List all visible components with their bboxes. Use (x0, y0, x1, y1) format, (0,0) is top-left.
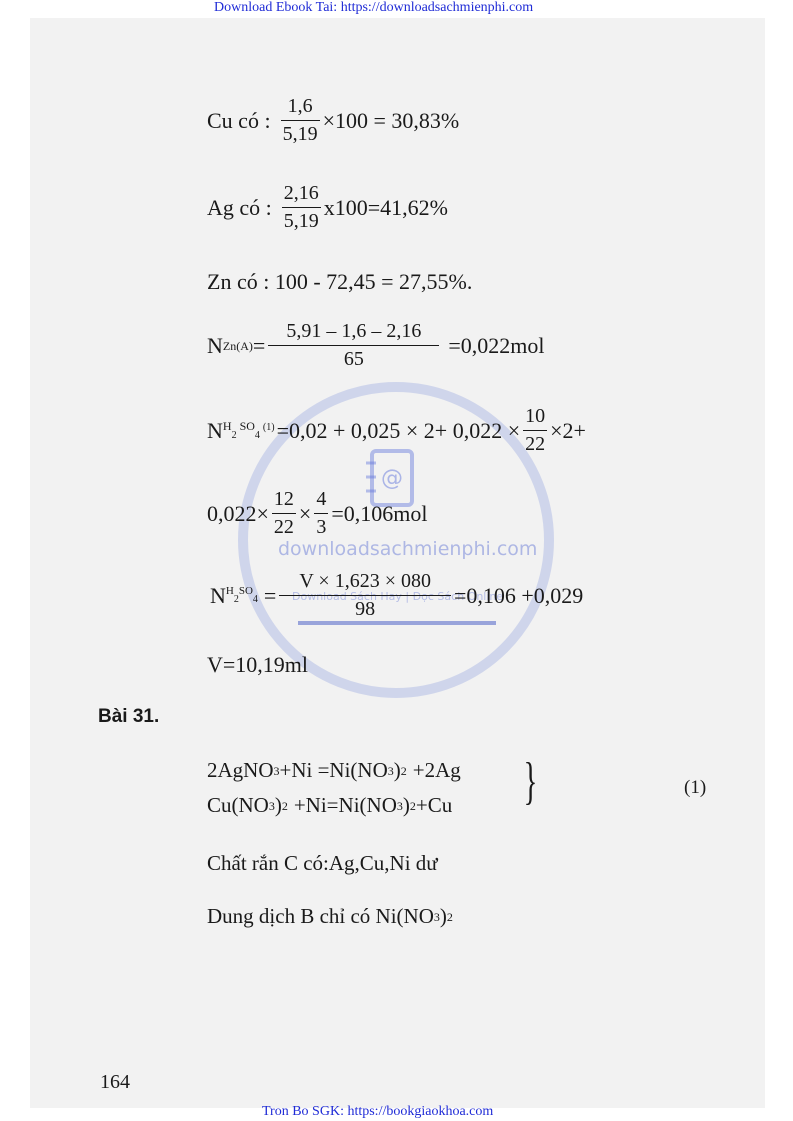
section-title: Bài 31. (98, 706, 160, 727)
n-zn-eq: = (252, 332, 266, 358)
n-zn-subscript: Zn(A) (222, 338, 253, 353)
cont-num-2: 4 (316, 488, 327, 510)
n-zn-line (207, 320, 544, 371)
cont-fraction-2 (314, 488, 328, 539)
n-h2so4-1-line (207, 405, 586, 456)
cont-tail: =0,106mol (331, 500, 428, 526)
n-zn-tail: =0,022mol (448, 332, 545, 358)
fraction-bar (282, 207, 321, 208)
solid-c-text: Chất rắn C có:Ag,Cu,Ni dư (207, 851, 438, 875)
reaction-2: Cu(NO 3 ) 2 +Ni=Ni(NO 3 ) 2 +Cu (207, 793, 453, 817)
cont-num-1: 12 (273, 488, 294, 510)
watermark-tagline: Download Sách Hay | Đọc Sách Online (292, 590, 504, 603)
n-symbol: N (207, 332, 223, 358)
n-h2so4-den: 98 (355, 598, 376, 620)
n-symbol: N (207, 417, 223, 443)
fraction-bar (272, 513, 296, 514)
ag-line (207, 182, 448, 233)
page-number: 164 (100, 1071, 130, 1093)
svg-text:@: @ (381, 466, 403, 491)
cont-den-1: 22 (273, 516, 294, 538)
zn-line: Zn có : 100 - 72,45 = 27,55%. (207, 269, 473, 294)
n-h2so4-sub: H2SO4 (225, 585, 258, 605)
cu-label: Cu có : (207, 107, 271, 133)
continuation-line (207, 488, 427, 539)
fraction-bar (279, 595, 451, 596)
fraction-bar (281, 120, 320, 121)
solution-b-text: Dung dịch B chỉ có Ni(NO 3 ) 2 (207, 904, 453, 928)
n-h2so4-tail: =0,106 +0,029 (453, 582, 584, 608)
n-h2so4-num: V × 1,623 × 080 (299, 570, 431, 592)
fraction-bar (523, 430, 547, 431)
n-h2so4-1-tail: ×2+ (550, 417, 586, 443)
cu-fraction (281, 95, 320, 146)
ag-tail: x100=41,62% (323, 194, 448, 220)
reaction-label: (1) (684, 777, 707, 798)
n-h2so4-1-sub: $H_2$ $SO_4$ (1) (222, 419, 275, 441)
footer-link[interactable]: Tron Bo SGK: https://bookgiaokhoa.com (262, 1104, 494, 1119)
n-h2so4-fraction (279, 570, 451, 621)
watermark-site: downloadsachmienphi.com (278, 538, 538, 560)
n-h2so4-1-den: 22 (525, 433, 546, 455)
n-h2so4-1-fraction (523, 405, 547, 456)
watermark-underline (298, 621, 496, 625)
header-link[interactable]: Download Ebook Tai: https://downloadsachmienphi.com (214, 0, 534, 15)
n-h2so4-line (210, 570, 583, 621)
n-h2so4-1-mid: =0,02 + 0,025 × 2+ 0,022 × (276, 417, 521, 443)
cont-fraction-1 (272, 488, 296, 539)
ag-num: 2,16 (283, 182, 319, 204)
v-line: V=10,19ml (207, 652, 309, 677)
n-zn-den: 65 (343, 348, 364, 370)
cu-num: 1,6 (287, 95, 313, 117)
cu-tail: ×100 = 30,83% (322, 107, 460, 133)
cont-mul: × (298, 500, 312, 526)
ag-label: Ag có : (207, 194, 272, 220)
right-brace: } (523, 753, 538, 810)
n-h2so4-1-num: 10 (525, 405, 546, 427)
n-zn-fraction (268, 320, 439, 371)
n-zn-num: 5,91 – 1,6 – 2,16 (286, 320, 422, 342)
ag-den: 5,19 (283, 210, 319, 232)
cont-lead: 0,022× (207, 500, 269, 526)
cu-line (207, 95, 459, 146)
cont-den-2: 3 (316, 516, 327, 538)
n-h2so4-eq: = (263, 582, 277, 608)
n-symbol: N (210, 582, 226, 608)
fraction-bar (268, 345, 439, 346)
cu-den: 5,19 (282, 123, 318, 145)
reaction-1: 2AgNO 3 +Ni =Ni(NO 3 ) 2 +2Ag (207, 758, 461, 782)
ag-fraction (282, 182, 321, 233)
fraction-bar (314, 513, 328, 514)
